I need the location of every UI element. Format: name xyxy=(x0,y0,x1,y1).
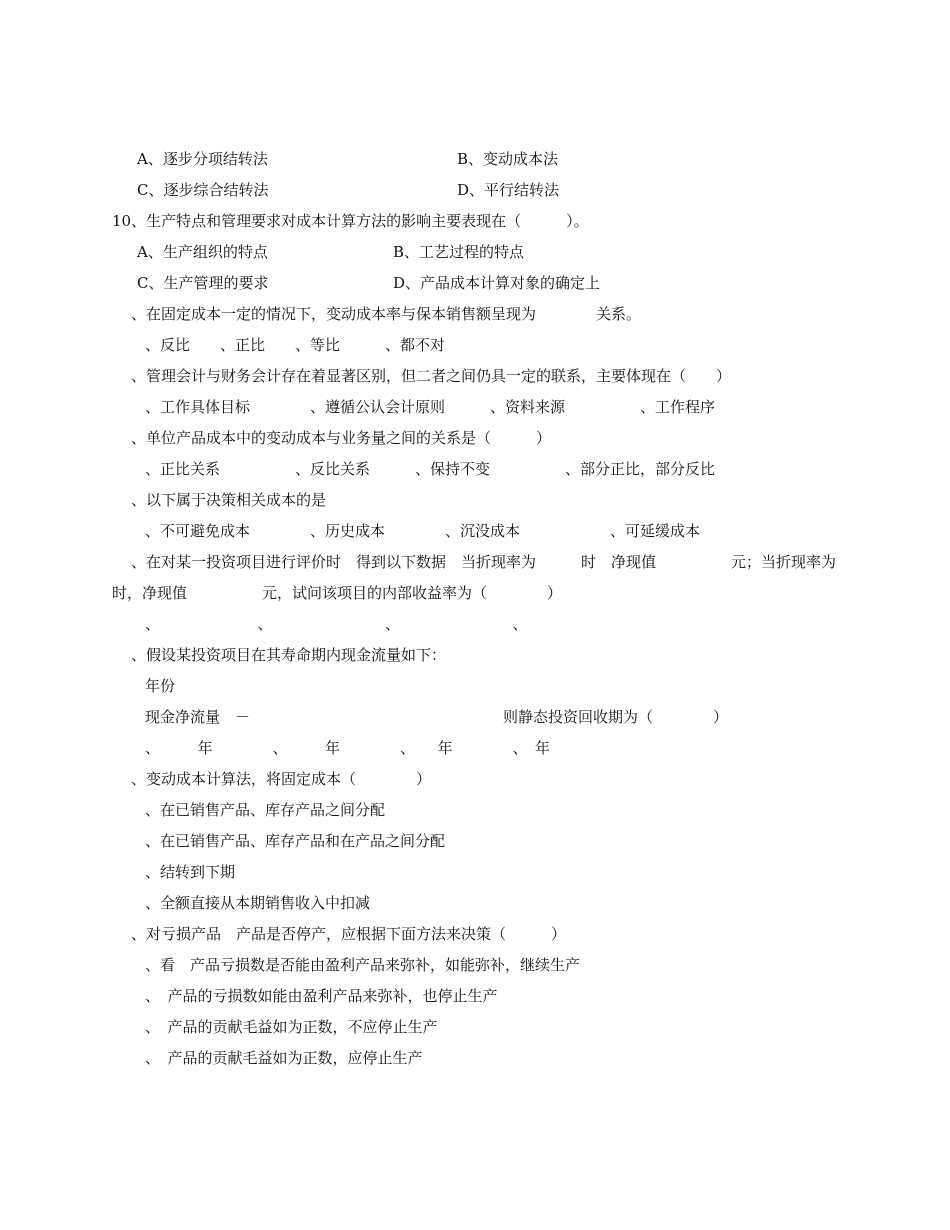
q18-option-a: 、看 产品亏损数是否能由盈利产品来弥补，如能弥补，继续生产 xyxy=(145,956,581,974)
q15-question-line1: 、在对某一投资项目进行评价时 得到以下数据 当折现率为 时 净现值 元；当折现率为 xyxy=(131,553,837,571)
q14-question: 、以下属于决策相关成本的是 xyxy=(131,491,327,509)
q14-options: 、不可避免成本 、历史成本 、沉没成本 、可延缓成本 xyxy=(145,522,701,540)
q10-question: 10、生产特点和管理要求对成本计算方法的影响主要表现在（ ）。 xyxy=(112,212,589,230)
q11-question: 、在固定成本一定的情况下，变动成本率与保本销售额呈现为 关系。 xyxy=(131,305,642,323)
q15-options: 、 、 、 、 xyxy=(145,615,528,633)
q9-option-b: B、变动成本法 xyxy=(457,150,559,168)
q18-option-d: 、 产品的贡献毛益如为正数，应停止生产 xyxy=(145,1049,423,1067)
q10-option-d: D、产品成本计算对象的确定上 xyxy=(393,274,601,292)
q17-question: 、变动成本计算法，将固定成本（ ） xyxy=(131,770,432,788)
q10-option-c: C、生产管理的要求 xyxy=(137,274,269,292)
q11-options: 、反比 、正比 、等比 、都不对 xyxy=(145,336,446,354)
q12-options: 、工作具体目标 、遵循公认会计原则 、资料来源 、工作程序 xyxy=(145,398,716,416)
q12-question: 、管理会计与财务会计存在着显著区别，但二者之间仍具一定的联系，主要体现在（ ） xyxy=(131,367,732,385)
q17-option-d: 、全额直接从本期销售收入中扣减 xyxy=(145,894,371,912)
q17-option-a: 、在已销售产品、库存产品之间分配 xyxy=(145,801,386,819)
q13-options: 、正比关系 、反比关系 、保持不变 、部分正比，部分反比 xyxy=(145,460,716,478)
q18-question: 、对亏损产品 产品是否停产，应根据下面方法来决策（ ） xyxy=(131,925,567,943)
q9-option-a: A、逐步分项结转法 xyxy=(137,150,268,168)
q16-question: 、假设某投资项目在其寿命期内现金流量如下： xyxy=(131,646,447,664)
q16-options: 、 年 、 年 、 年 、 年 xyxy=(145,739,551,757)
q16-question-tail: 则静态投资回收期为（ ） xyxy=(503,708,729,726)
q9-option-c: C、逐步综合结转法 xyxy=(137,181,269,199)
q17-option-c: 、结转到下期 xyxy=(145,863,236,881)
q10-option-a: A、生产组织的特点 xyxy=(137,243,268,261)
q17-option-b: 、在已销售产品、库存产品和在产品之间分配 xyxy=(145,832,446,850)
q18-option-b: 、 产品的亏损数如能由盈利产品来弥补，也停止生产 xyxy=(145,987,498,1005)
q9-option-d: D、平行结转法 xyxy=(457,181,560,199)
q15-question-line2: 时，净现值 元，试问该项目的内部收益率为（ ） xyxy=(112,584,563,602)
q16-table-cashflow-row: 现金净流量 － xyxy=(145,708,251,726)
q18-option-c: 、 产品的贡献毛益如为正数，不应停止生产 xyxy=(145,1018,438,1036)
q10-option-b: B、工艺过程的特点 xyxy=(393,243,525,261)
q16-table-year-row: 年份 xyxy=(145,677,176,695)
q13-question: 、单位产品成本中的变动成本与业务量之间的关系是（ ） xyxy=(131,429,552,447)
